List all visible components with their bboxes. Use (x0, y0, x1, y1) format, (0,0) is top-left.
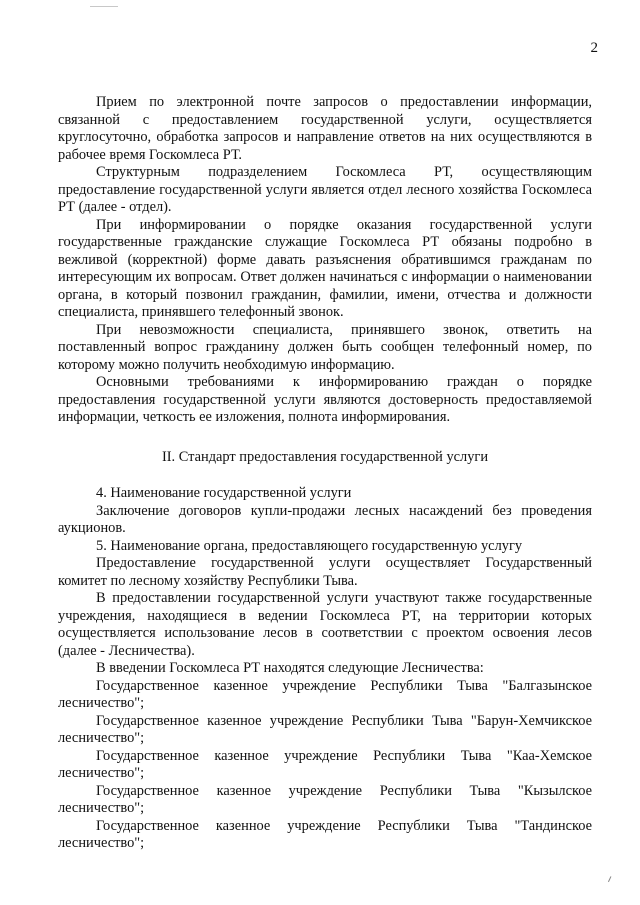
paragraph: В введении Госкомлеса РТ находятся следующие Лесничества: (96, 660, 484, 676)
paragraph: Структурным подразделением Госкомлеса РТ, осуществляющим предоставление государственной услуги является отдел лесного хозяйства Госкомлеса РТ (далее - отдел). (58, 164, 592, 215)
paragraph: Основными требованиями к информированию граждан о порядке предоставления государственной услуги являются достоверность предоставляемой информации, четкость ее изложения, полнота информирования. (58, 374, 592, 425)
list-item: Государственное казенное учреждение Республики Тыва "Барун-Хемчикское лесничество"; (58, 712, 592, 746)
list-item: Государственное казенное учреждение Республики Тыва "Балгазынское лесничество"; (58, 677, 592, 711)
paragraph: Прием по электронной почте запросов о предоставлении информации, связанной с предоставлением государственной услуги, осуществляется круглосуточно, обработка запросов и направление ответов на них осуществляются в рабочее время Госкомлеса РТ. (58, 94, 592, 163)
subsection-title: 5. Наименование органа, предоставляющего государственную услугу (96, 537, 523, 554)
paragraph: Предоставление государственной услуги осуществляет Государственный комитет по лесному хозяйству Республики Тыва. (58, 555, 592, 589)
scan-mark (90, 6, 118, 7)
list-item: Государственное казенное учреждение Республики Тыва "Каа-Хемское лесничество"; (58, 747, 592, 781)
subsection-title: 4. Наименование государственной услуги (96, 485, 352, 501)
paragraph: При невозможности специалиста, принявшего звонок, ответить на поставленный вопрос гражданину должен быть сообщен телефонный номер, по которому можно получить необходимую информацию. (58, 321, 592, 373)
list-item: Государственное казенное учреждение Республики Тыва "Тандинское лесничество"; (58, 817, 592, 851)
paragraph: Заключение договоров купли-продажи лесных насаждений без проведения аукционов. (58, 502, 592, 536)
section-heading: II. Стандарт предоставления государственной услуги (161, 448, 489, 465)
page-body (58, 94, 592, 853)
list-item: Государственное казенное учреждение Республики Тыва "Кызылское лесничество"; (58, 782, 592, 816)
paragraph: В предоставлении государственной услуги участвуют также государственные учреждения, находящиеся в ведении Госкомлеса РТ, на территории которых осуществляется использование лесов в соответствии с проектом освоения лесов (далее - Лесничества). (58, 590, 592, 659)
page-number: 2 (590, 40, 598, 56)
scan-mark (608, 876, 615, 884)
paragraph: При информировании о порядке оказания государственной услуги государственные гражданские служащие Госкомлеса РТ обязаны подробно в вежливой (корректной) форме давать разъяснения обратившимся гражданам по интересующим их вопросам. Ответ должен начинаться с информации о наименовании органа, в который позвонил гражданин, фамилии, имени, отчества и должности специалиста, принявшего телефонный звонок. (58, 216, 592, 320)
